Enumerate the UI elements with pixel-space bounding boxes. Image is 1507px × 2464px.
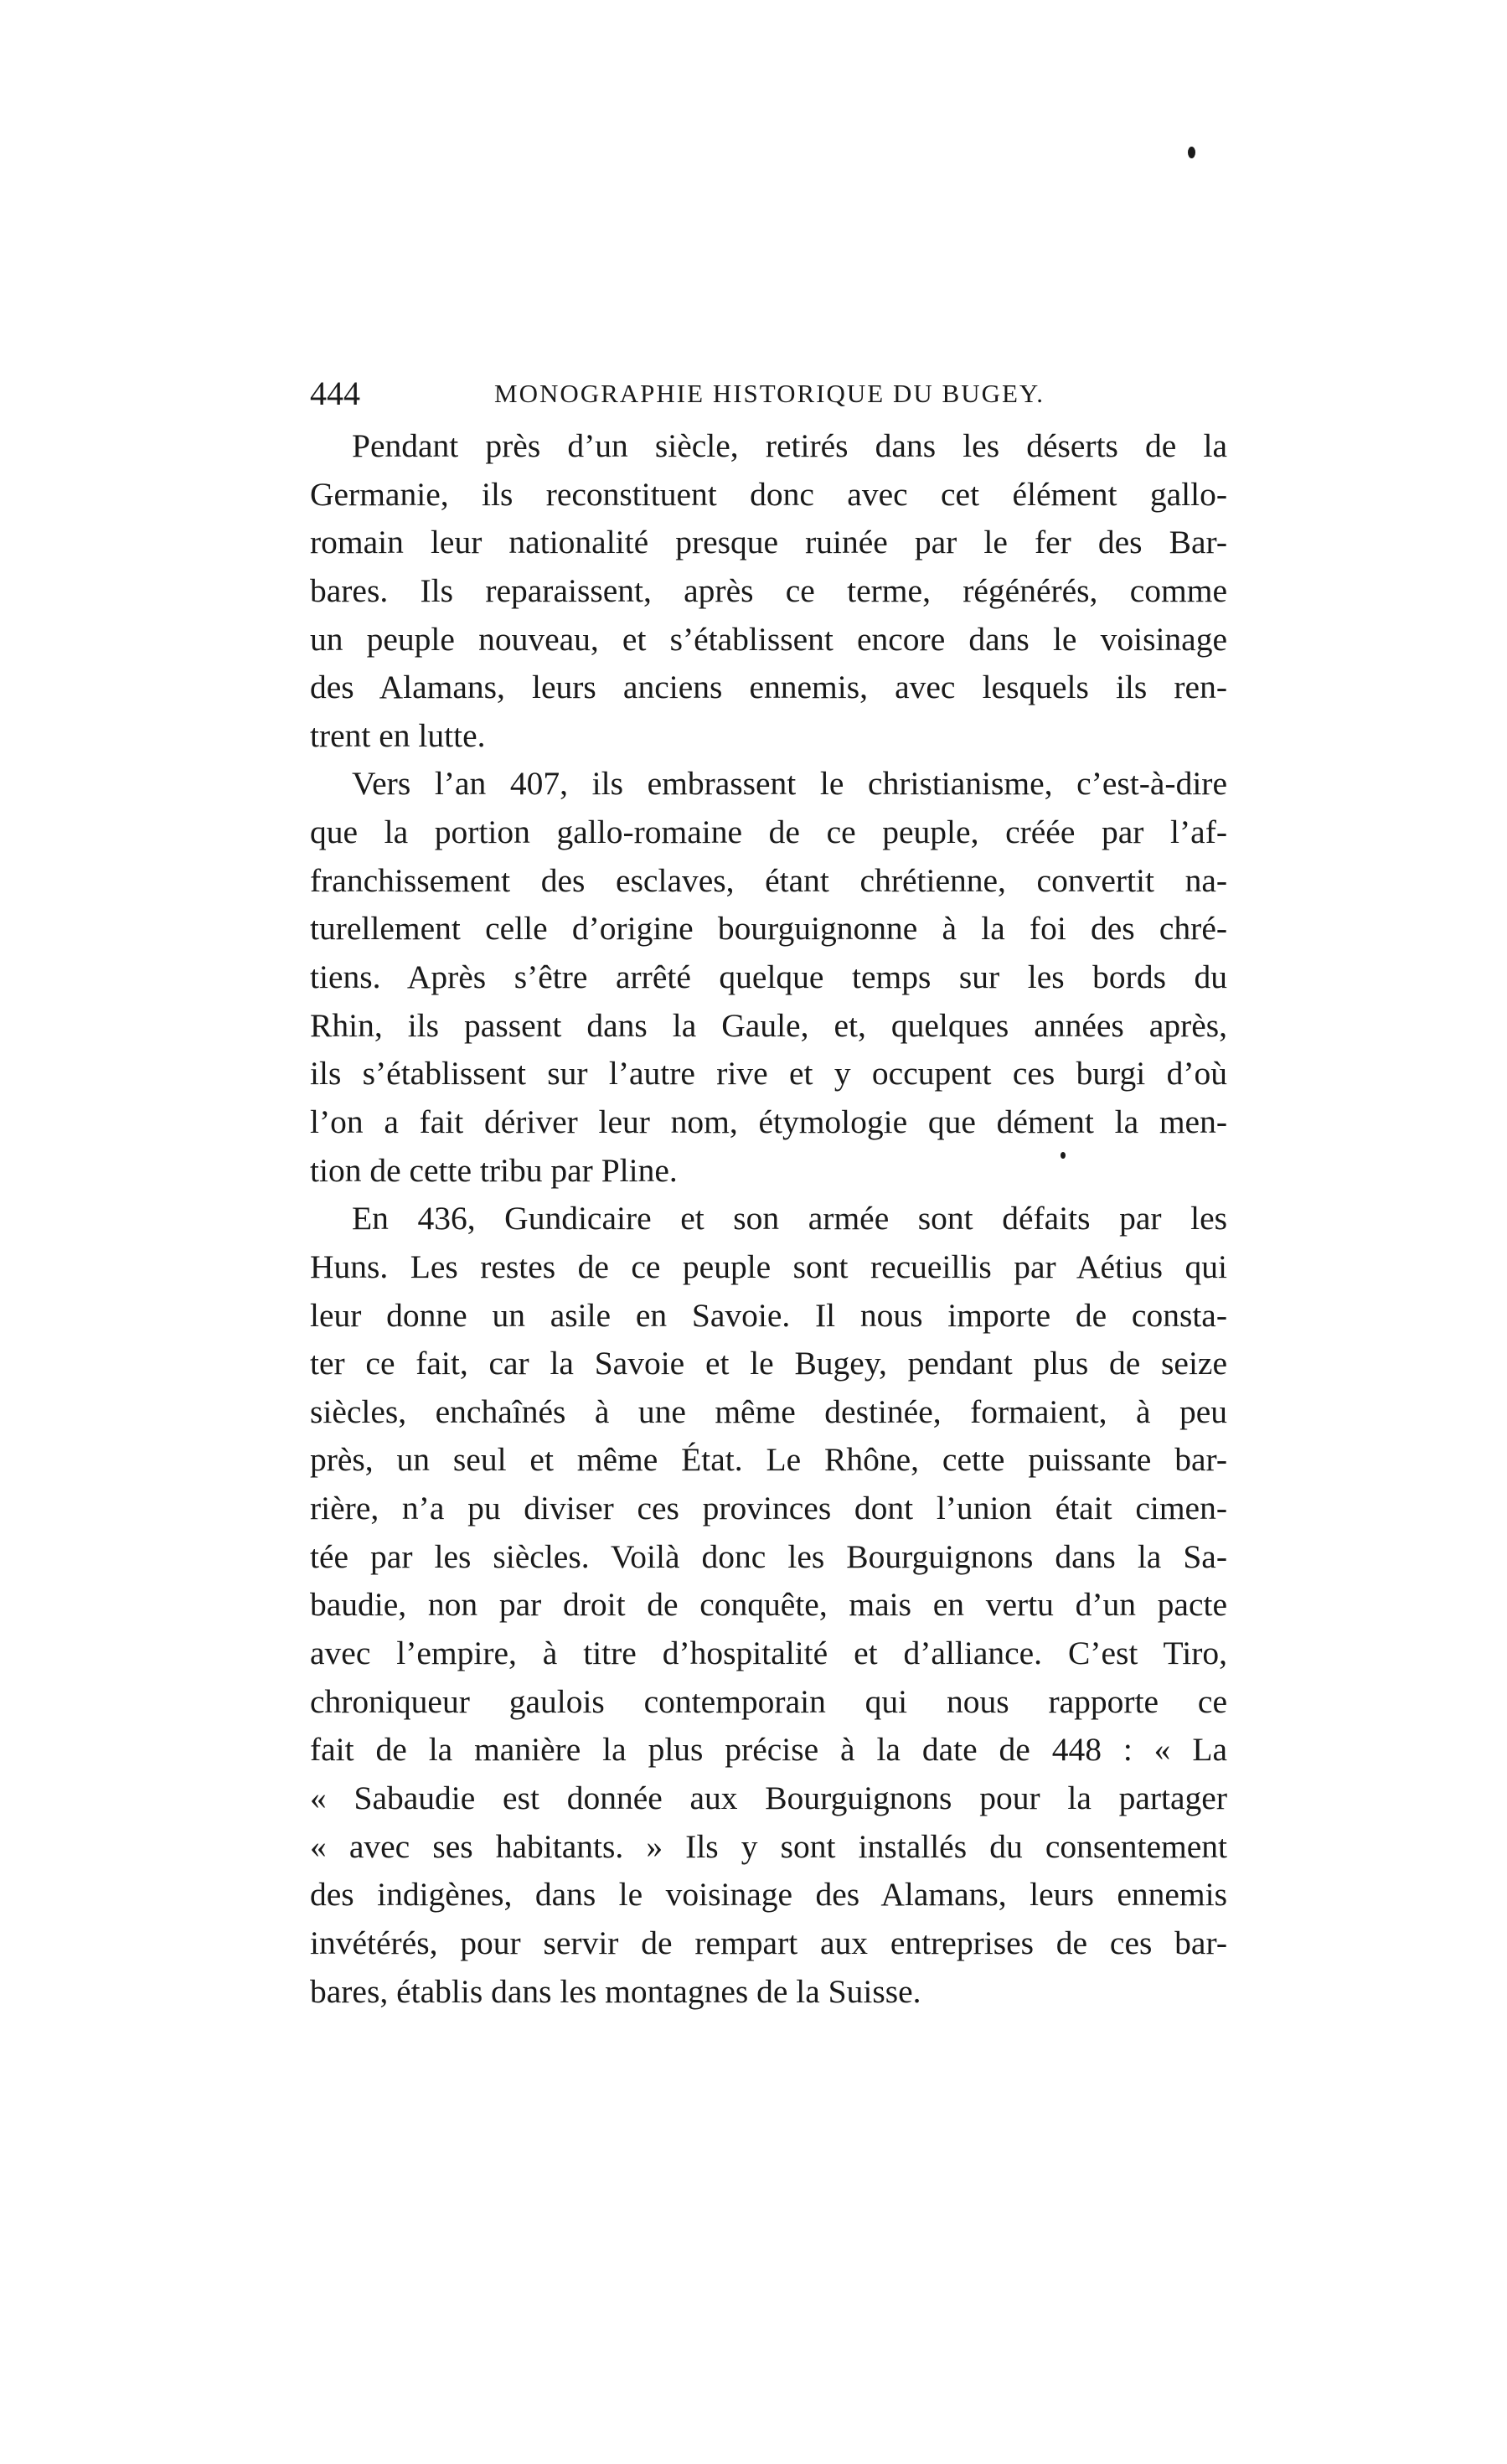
text-line: « avec ses habitants. » Ils y sont installés du consentement (310, 1827, 1227, 1865)
text-line: tion de cette tribu par Pline. (310, 1151, 678, 1189)
text-line: des indigènes, dans le voisinage des Alamans, leurs ennemis (310, 1876, 1227, 1914)
text-line: un peuple nouveau, et s’établissent encore dans le voisinage (310, 620, 1227, 658)
text-line: rière, n’a pu diviser ces provinces dont l’union était cimen- (310, 1490, 1227, 1527)
text-line: trent en lutte. (310, 716, 486, 754)
text-line: siècles, enchaînés à une même destinée, formaient, à peu (310, 1392, 1227, 1430)
text-line: turellement celle d’origine bourguignonne à la foi des chré- (310, 910, 1227, 948)
ink-speck (1061, 1152, 1066, 1159)
text-line: près, un seul et même État. Le Rhône, cette puissante bar- (310, 1441, 1227, 1479)
text-line: Germanie, ils reconstituent donc avec cet élément gallo- (310, 475, 1227, 513)
text-line: Vers l’an 407, ils embrassent le christianisme, c’est-à-dire (352, 765, 1227, 803)
text-line: baudie, non par droit de conquête, mais en vertu d’un pacte (310, 1586, 1227, 1624)
text-line: avec l’empire, à titre d’hospitalité et d’alliance. C’est Tiro, (310, 1635, 1227, 1672)
text-line: franchissement des esclaves, étant chrétienne, convertit na- (310, 861, 1227, 899)
text-line: En 436, Gundicaire et son armée sont défaits par les (352, 1200, 1227, 1237)
text-line: fait de la manière la plus précise à la date de 448 : « La (310, 1731, 1227, 1769)
text-line: bares. Ils reparaissent, après ce terme, régénérés, comme (310, 571, 1227, 609)
text-line: que la portion gallo-romaine de ce peuple, créée par l’af- (310, 814, 1227, 851)
ink-speck (1188, 147, 1195, 158)
text-line: leur donne un asile en Savoie. Il nous importe de consta- (310, 1296, 1227, 1334)
running-title: MONOGRAPHIE HISTORIQUE DU BUGEY. (494, 379, 1045, 408)
text-line: ils s’établissent sur l’autre rive et y occupent ces burgi d’où (310, 1055, 1227, 1093)
text-line: Pendant près d’un siècle, retirés dans les déserts de la (352, 427, 1227, 464)
text-line: chroniqueur gaulois contemporain qui nous rapporte ce (310, 1682, 1227, 1720)
text-line: des Alamans, leurs anciens ennemis, avec lesquels ils ren- (310, 669, 1227, 706)
running-header (310, 369, 1227, 419)
text-line: tiens. Après s’être arrêté quelque temps sur les bords du (310, 958, 1227, 996)
text-line: bares, établis dans les montagnes de la Suisse. (310, 1972, 921, 2010)
text-line: ter ce fait, car la Savoie et le Bugey, pendant plus de seize (310, 1345, 1227, 1382)
text-line: Rhin, ils passent dans la Gaule, et, quelques années après, (310, 1006, 1227, 1044)
body-text (310, 422, 1227, 2016)
text-line: romain leur nationalité presque ruinée par le fer des Bar- (310, 524, 1227, 561)
text-line: invétérés, pour servir de rempart aux entreprises de ces bar- (310, 1924, 1227, 1961)
text-line: « Sabaudie est donnée aux Bourguignons pour la partager (310, 1779, 1227, 1816)
text-line: tée par les siècles. Voilà donc les Bourguignons dans la Sa- (310, 1537, 1227, 1575)
text-line: Huns. Les restes de ce peuple sont recueillis par Aétius qui (310, 1247, 1227, 1285)
page-number: 444 (310, 375, 360, 412)
text-line: l’on a fait dériver leur nom, étymologie que dément la men- (310, 1103, 1227, 1140)
